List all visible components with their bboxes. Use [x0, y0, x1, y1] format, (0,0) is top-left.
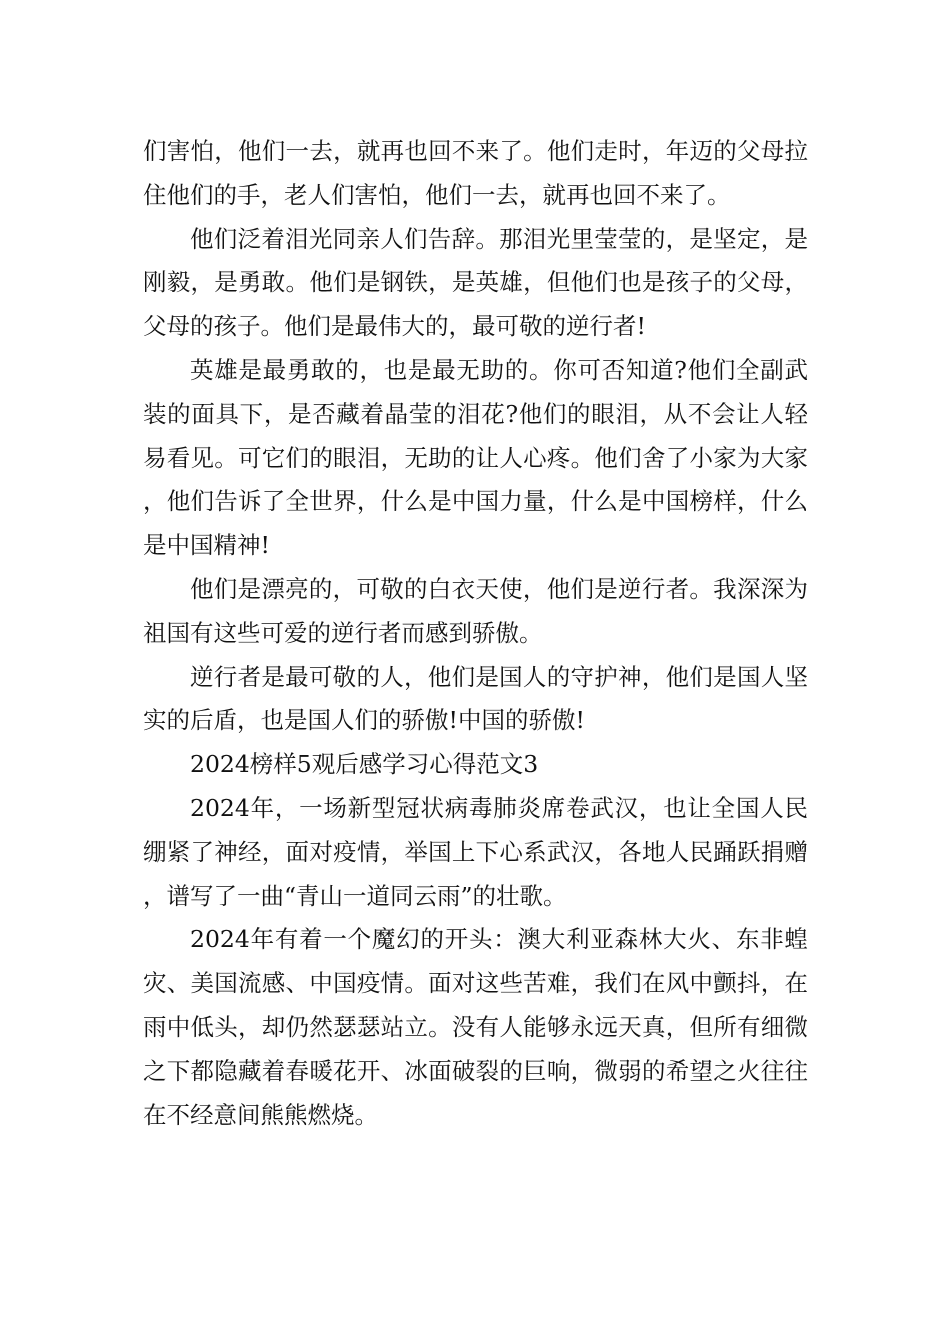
document-body [143, 130, 808, 1137]
paragraph: 逆行者是最可敬的人，他们是国人的守护神，他们是国人坚实的后盾，也是国人们的骄傲!中国的骄傲! [143, 662, 808, 735]
paragraph: 他们是漂亮的，可敬的白衣天使，他们是逆行者。我深深为祖国有这些可爱的逆行者而感到骄傲。 [143, 574, 808, 647]
paragraph: 2024年有着一个魔幻的开头：澳大利亚森林大火、东非蝗灾、美国流感、中国疫情。面对这些苦难，我们在风中颤抖，在雨中低头，却仍然瑟瑟站立。没有人能够永远天真，但所有细微之下都隐藏着春暖花开、冰面破裂的巨响，微弱的希望之火往往在不经意间熊熊燃烧。 [143, 925, 808, 1129]
paragraph-continuation: 们害怕，他们一去，就再也回不来了。他们走时，年迈的父母拉住他们的手，老人们害怕，他们一去，就再也回不来了。 [143, 137, 808, 209]
paragraph: 他们泛着泪光同亲人们告辞。那泪光里莹莹的，是坚定，是刚毅，是勇敢。他们是钢铁，是英雄，但他们也是孩子的父母，父母的孩子。他们是最伟大的，最可敬的逆行者! [143, 224, 808, 341]
paragraph: 2024年，一场新型冠状病毒肺炎席卷武汉，也让全国人民绷紧了神经，面对疫情，举国上下心系武汉，各地人民踊跃捐赠，谱写了一曲“青山一道同云雨”的壮歌。 [143, 793, 808, 910]
paragraph: 英雄是最勇敢的，也是最无助的。你可否知道?他们全副武装的面具下，是否藏着晶莹的泪花?他们的眼泪，从不会让人轻易看见。可它们的眼泪，无助的让人心疼。他们舍了小家为大家，他们告诉了全世界，什么是中国力量，什么是中国榜样，什么是中国精神! [143, 355, 808, 560]
section-heading: 2024榜样5观后感学习心得范文3 [190, 750, 539, 779]
